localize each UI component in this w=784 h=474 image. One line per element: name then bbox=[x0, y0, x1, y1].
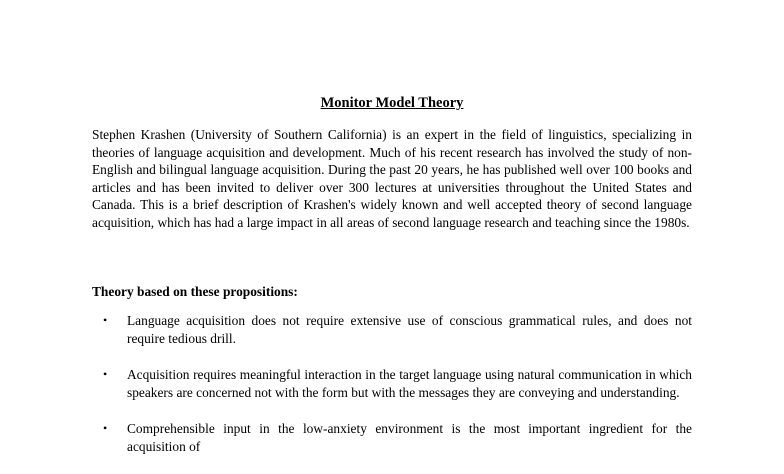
list-item-text: Comprehensible input in the low-anxiety environment is the most important ingredient for the acquisition of bbox=[127, 421, 692, 454]
list-item-text: Acquisition requires meaningful interaction in the target language using natural communication in which speakers are concerned not with the form but with the messages they are conveying and understanding. bbox=[127, 367, 692, 400]
document-title: Monitor Model Theory bbox=[320, 95, 464, 111]
list-item bbox=[92, 312, 692, 347]
bullet-icon: • bbox=[103, 367, 108, 381]
propositions-heading: Theory based on these propositions: bbox=[92, 284, 298, 299]
bullet-icon: • bbox=[103, 421, 108, 435]
list-item-text: Language acquisition does not require extensive use of conscious grammatical rules, and does not require tedious drill. bbox=[127, 313, 692, 346]
bullet-icon: • bbox=[103, 313, 108, 327]
list-item bbox=[92, 420, 692, 455]
list-item bbox=[92, 366, 692, 401]
propositions-list bbox=[92, 312, 692, 474]
intro-paragraph: Stephen Krashen (University of Southern California) is an expert in the field of linguistics, specializing in theories of language acquisition and development. Much of his recent research has involved the study of non-English and bilingual language acquisition. During the past 20 years, he has published well over 100 books and articles and has been invited to deliver over 300 lectures at universities throughout the United States and Canada. This is a brief description of Krashen's widely known and well accepted theory of second language acquisition, which has had a large impact in all areas of second language research and teaching since the 1980s. bbox=[92, 127, 692, 230]
